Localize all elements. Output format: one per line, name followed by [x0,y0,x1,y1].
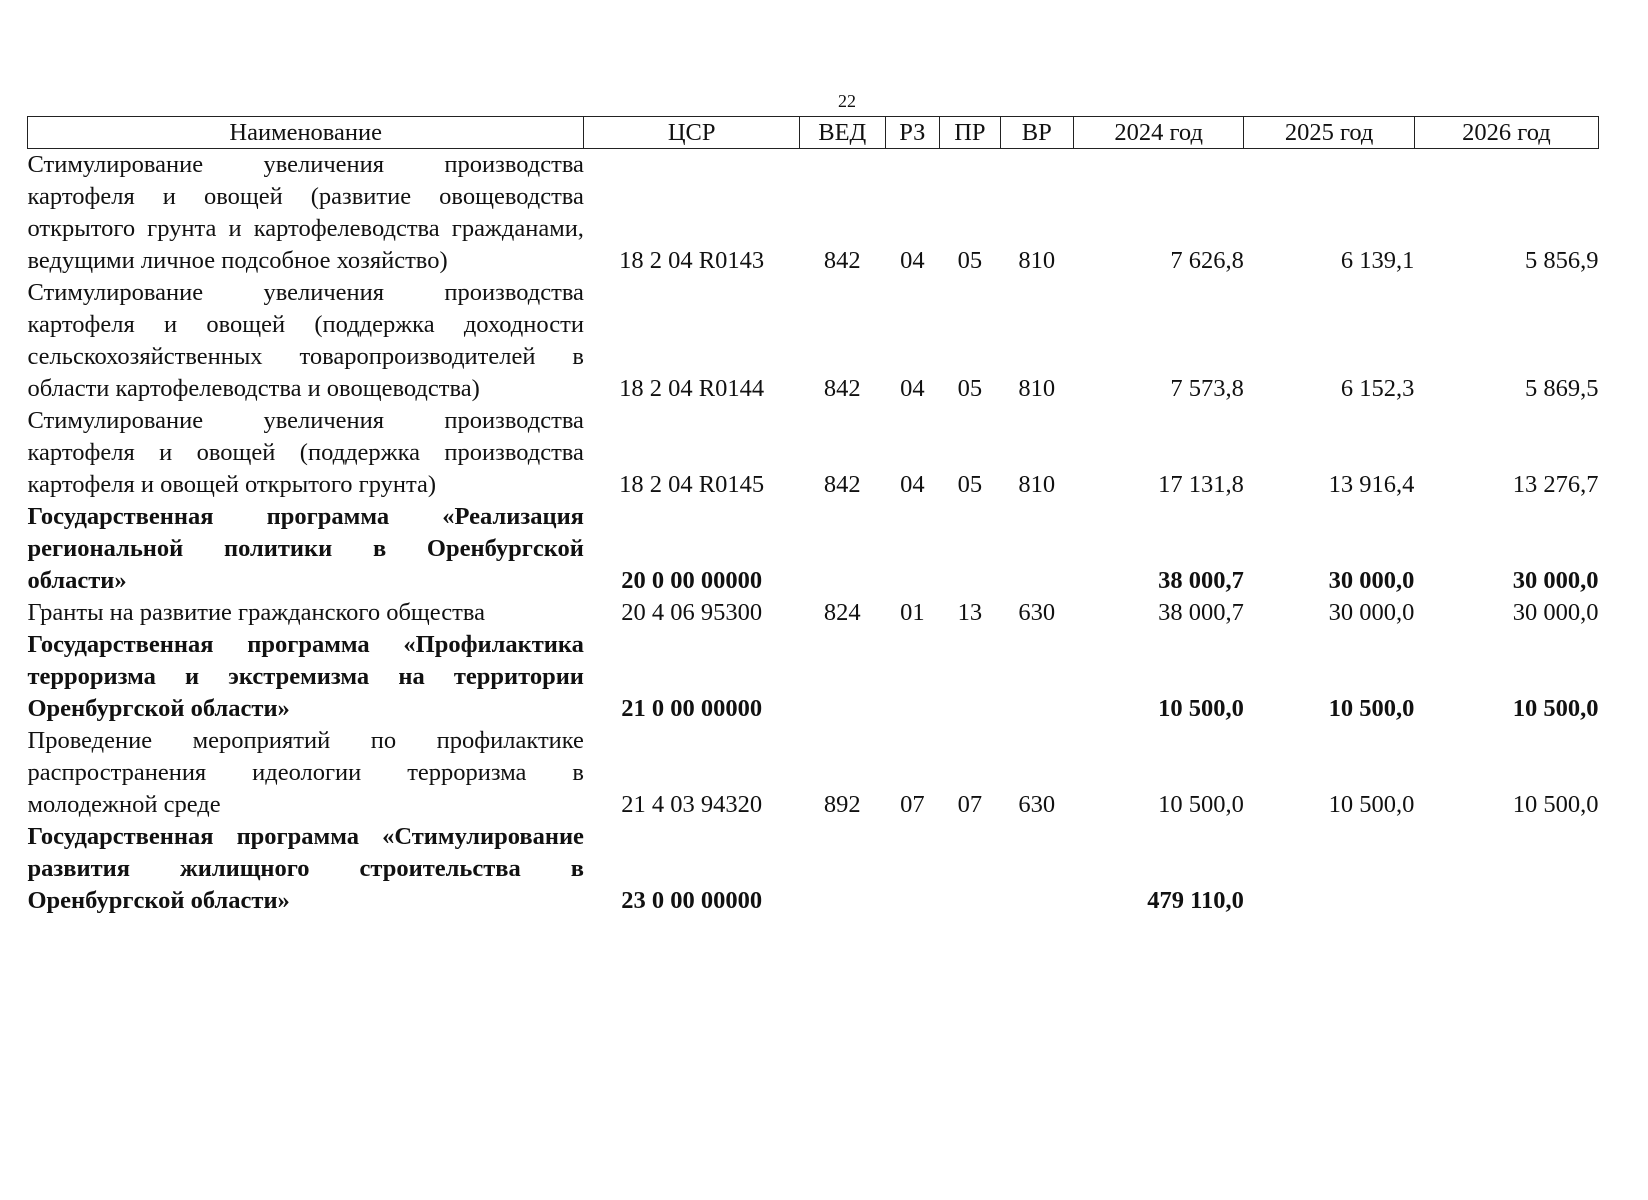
row-vr [1000,821,1073,917]
row-2025 [1244,821,1414,917]
row-2026 [1414,821,1598,917]
row-2025: 10 500,0 [1328,791,1415,818]
header-2026: 2026 год [1414,117,1598,149]
row-vr: 630 [1018,599,1056,626]
row-pr [940,629,1001,725]
header-ved: ВЕД [799,117,885,149]
row-csr: 18 2 04 R0145 [619,471,765,498]
row-name: Стимулирование увеличения производства картофеля и овощей (развитие овощеводства открытого грунта и картофелеводства гражданами, ведущими личное подсобное хозяйство) [27,151,584,274]
row-csr: 20 4 06 95300 [621,599,763,626]
header-name: Наименование [28,117,584,149]
program-name: Государственная программа «Реализация региональной политики в Оренбургской области» [27,503,584,594]
header-pr: ПР [940,117,1001,149]
header-2025: 2025 год [1244,117,1414,149]
row-ved: 842 [823,247,861,274]
row-2026: 10 500,0 [1512,791,1599,818]
row-2024: 10 500,0 [1158,791,1244,818]
program-name: Государственная программа «Профилактика терроризма и экстремизма на территории Оренбургской области» [27,631,584,722]
row-vr: 810 [1018,375,1056,402]
row-2025: 30 000,0 [1328,599,1415,626]
row-2026: 30 000,0 [1512,599,1599,626]
row-vr: 810 [1018,471,1056,498]
row-2024: 10 500,0 [1158,695,1244,722]
row-rz [885,821,939,917]
row-rz [885,629,939,725]
table-row [28,405,1599,501]
row-rz: 07 [900,791,925,818]
row-csr: 23 0 00 00000 [621,887,763,914]
table-row [28,149,1599,278]
row-csr: 18 2 04 R0144 [619,375,765,402]
row-2024: 7 573,8 [1170,375,1244,402]
row-2026: 30 000,0 [1512,567,1599,594]
row-2025: 10 500,0 [1328,695,1415,722]
row-rz: 04 [900,247,925,274]
table-row [28,277,1599,405]
row-ved [799,501,885,597]
row-ved: 824 [823,599,861,626]
page-number: 22 [838,91,856,111]
row-ved: 842 [823,471,861,498]
row-pr [940,501,1001,597]
row-name: Стимулирование увеличения производства картофеля и овощей (поддержка доходности сельскохозяйственных товаропроизводителей в области картофелеводства и овощеводства) [27,279,584,402]
program-name: Государственная программа «Стимулирование развития жилищного строительства в Оренбургской области» [27,823,584,914]
row-rz: 01 [900,599,925,626]
row-pr: 05 [957,471,983,498]
row-csr: 20 0 00 00000 [621,567,763,594]
row-rz [885,501,939,597]
row-csr: 21 0 00 00000 [621,695,763,722]
row-ved: 842 [823,375,861,402]
row-2026: 5 856,9 [1525,247,1599,274]
table-row [28,597,1599,629]
row-vr [1000,501,1073,597]
row-name: Стимулирование увеличения производства картофеля и овощей (поддержка производства картофеля и овощей открытого грунта) [27,407,584,498]
header-2024: 2024 год [1073,117,1243,149]
row-ved [799,821,885,917]
program-row [28,501,1599,597]
row-csr: 21 4 03 94320 [621,791,763,818]
program-row [28,821,1599,917]
header-vr: ВР [1000,117,1073,149]
row-name: Гранты на развитие гражданского общества [27,599,485,626]
row-csr: 18 2 04 R0143 [619,247,765,274]
row-rz: 04 [900,471,925,498]
row-vr: 630 [1018,791,1056,818]
header-csr: ЦСР [584,117,799,149]
row-pr: 13 [957,599,983,626]
table-row [28,725,1599,821]
row-2026: 10 500,0 [1512,695,1599,722]
row-2024: 7 626,8 [1170,247,1244,274]
row-2025: 30 000,0 [1328,567,1415,594]
row-2026: 5 869,5 [1525,375,1599,402]
row-ved: 892 [823,791,861,818]
row-2024: 38 000,7 [1158,567,1244,594]
budget-table [27,116,1599,917]
program-row [28,629,1599,725]
row-ved [799,629,885,725]
row-2025: 6 152,3 [1340,375,1415,402]
row-pr: 05 [957,375,983,402]
row-2024: 38 000,7 [1158,599,1244,626]
row-vr: 810 [1018,247,1056,274]
row-pr [940,821,1001,917]
row-pr: 07 [957,791,983,818]
row-name: Проведение мероприятий по профилактике распространения идеологии терроризма в молодежной среде [27,727,584,818]
row-2024: 479 110,0 [1147,887,1244,914]
header-row [28,117,1599,149]
row-rz: 04 [900,375,925,402]
row-2025: 6 139,1 [1340,247,1415,274]
header-rz: РЗ [885,117,939,149]
row-pr: 05 [957,247,983,274]
row-2026: 13 276,7 [1512,471,1599,498]
row-2024: 17 131,8 [1158,471,1244,498]
row-2025: 13 916,4 [1328,471,1415,498]
row-vr [1000,629,1073,725]
